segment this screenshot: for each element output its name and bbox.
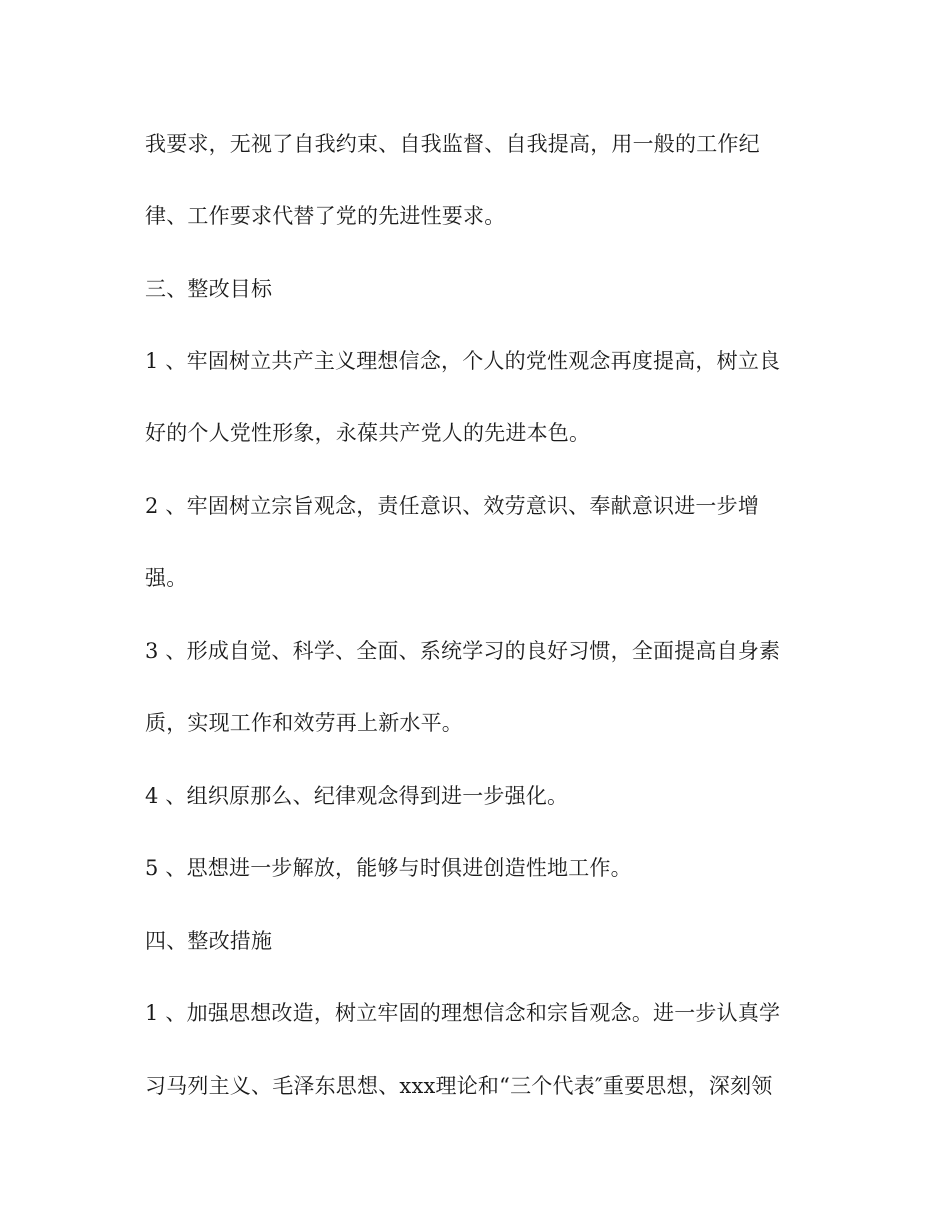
- list-item: 1 、加强思想改造，树立牢固的理想信念和宗旨观念。进一步认真学: [145, 1001, 781, 1025]
- text-line: 强。: [145, 566, 188, 590]
- section-heading: 四、整改措施: [145, 929, 273, 953]
- text-line: 我要求，无视了自我约束、自我监督、自我提高，用一般的工作纪: [145, 132, 760, 156]
- list-item: 5 、思想进一步解放，能够与时俱进创造性地工作。: [145, 856, 632, 880]
- list-item: 2 、牢固树立宗旨观念，责任意识、效劳意识、奉献意识进一步增: [145, 494, 760, 518]
- text-line: 好的个人党性形象，永葆共产党人的先进本色。: [145, 421, 591, 445]
- list-item: 3 、形成自觉、科学、全面、系统学习的良好习惯，全面提高自身素: [145, 639, 781, 663]
- text-line: 质，实现工作和效劳再上新水平。: [145, 711, 463, 735]
- text-line: 习马列主义、毛泽东思想、xxx理论和“三个代表″重要思想，深刻领: [145, 1074, 773, 1098]
- list-item: 4 、组织原那么、纪律观念得到进一步强化。: [145, 784, 569, 808]
- list-item: 1 、牢固树立共产主义理想信念，个人的党性观念再度提高，树立良: [145, 349, 781, 373]
- section-heading: 三、整改目标: [145, 277, 273, 301]
- text-line: 律、工作要求代替了党的先进性要求。: [145, 204, 506, 228]
